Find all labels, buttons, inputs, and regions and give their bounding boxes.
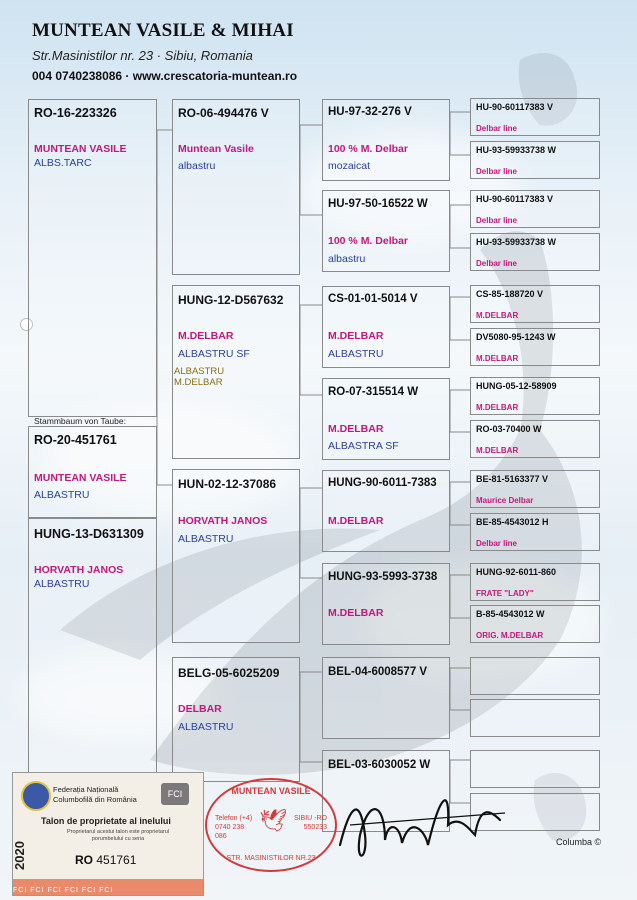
ancestor-owner: Delbar line	[476, 259, 517, 268]
parent-owner: Muntean Vasile	[178, 143, 254, 155]
parent-ring: RO-06-494476 V	[178, 106, 269, 120]
ancestor-owner: Maurice Delbar	[476, 496, 534, 505]
ancestor-ring: CS-85-188720 V	[476, 289, 544, 299]
fci-logo: FCI	[161, 783, 189, 805]
dam-mother-color: ALBASTRU	[34, 578, 90, 590]
federation-name-1: Federația Națională	[53, 785, 119, 794]
parent-note: ALBASTRU	[174, 366, 225, 377]
parent-color: ALBASTRU	[178, 721, 234, 733]
grandparent-owner: 100 % M. Delbar	[328, 143, 408, 155]
parent-note: M.DELBAR	[174, 377, 223, 388]
card-ring-prefix: RO	[75, 853, 93, 867]
ancestor-owner: M.DELBAR	[476, 446, 519, 455]
grandparent-ring: CS-01-01-5014 V	[328, 293, 418, 305]
grandparent-ring: BEL-04-6008577 V	[328, 666, 428, 678]
ancestor-owner: M.DELBAR	[476, 354, 519, 363]
main-bird-ring: RO-16-223326	[34, 106, 117, 120]
parent-ring: BELG-05-6025209	[178, 666, 280, 680]
grandparent-owner: M.DELBAR	[328, 515, 384, 527]
main-bird-owner: MUNTEAN VASILE	[34, 143, 127, 155]
ancestor-owner: Delbar line	[476, 167, 517, 176]
ancestor-ring: BE-85-4543012 H	[476, 517, 549, 527]
breeder-contact: 004 0740238086 · www.crescatoria-muntean.ro	[32, 69, 298, 83]
ancestor-ring: HU-93-59933738 W	[476, 145, 557, 155]
dam-ring: RO-20-451761	[34, 433, 117, 447]
grandparent-color: albastru	[328, 253, 366, 265]
breeder-title: MUNTEAN VASILE & MIHAI	[32, 20, 294, 41]
dove-icon: 🕊	[259, 808, 287, 833]
ancestor-ring: DV5080-95-1243 W	[476, 332, 556, 342]
parent-ring: HUNG-12-D567632	[178, 293, 284, 307]
main-bird-color: ALBS.TARC	[34, 157, 92, 169]
parent-owner: DELBAR	[178, 703, 222, 715]
card-band-text: FCI FCI FCI FCI FCI FCI	[13, 887, 114, 894]
dam-mother-box	[28, 518, 157, 778]
seal-left: Telefon (+4) 0740 238 086	[215, 815, 253, 840]
ancestor-ring: HU-90-60117383 V	[476, 194, 554, 204]
seal-right: SIBIU -RO 550233	[293, 815, 327, 831]
dam-color: ALBASTRU	[34, 489, 90, 501]
grandparent-ring: BEL-03-6030052 W	[328, 759, 431, 771]
ancestor-owner: M.DELBAR	[476, 311, 519, 320]
ancestor-box	[470, 657, 600, 695]
grandparent-ring: HUNG-93-5993-3738	[328, 571, 438, 583]
dam-mother-owner: HORVATH JANOS	[34, 564, 124, 576]
grandparent-owner: 100 % M. Delbar	[328, 235, 408, 247]
ancestor-ring: B-85-4543012 W	[476, 609, 545, 619]
card-band	[13, 879, 203, 895]
signature	[330, 775, 510, 875]
card-ring-number	[75, 853, 136, 867]
grandparent-owner: M.DELBAR	[328, 607, 384, 619]
federation-logo	[21, 781, 51, 811]
seal-bottom: STR. MASINISTILOR NR.23	[226, 855, 316, 862]
ancestor-ring: HUNG-92-6011-860	[476, 567, 557, 577]
loft-seal	[205, 778, 337, 872]
ring-ownership-card	[12, 772, 204, 896]
parent-ring: HUN-02-12-37086	[178, 477, 277, 491]
dam-owner: MUNTEAN VASILE	[34, 472, 127, 484]
parent-color: ALBASTRU SF	[178, 348, 250, 360]
ancestor-owner: FRATE "LADY"	[476, 589, 534, 598]
grandparent-ring: HUNG-90-6011-7383	[328, 477, 437, 489]
dam-caption: Stammbaum von Taube:	[34, 416, 126, 426]
card-ring-digits: 451761	[96, 853, 137, 867]
columba-brand: Columba ©	[556, 837, 602, 847]
card-year: 2020	[11, 841, 27, 870]
dam-mother-ring: HUNG-13-D631309	[34, 527, 144, 541]
ancestor-owner: Delbar line	[476, 539, 517, 548]
card-subtitle: Proprietarul acestui talon este proprietarul porumbelului cu seria	[66, 829, 170, 842]
parent-color: albastru	[178, 160, 216, 172]
ancestor-owner: Delbar line	[476, 124, 517, 133]
grandparent-ring: HU-97-50-16522 W	[328, 198, 428, 210]
ancestor-ring: BE-81-5163377 V	[476, 474, 549, 484]
federation-name-2: Columbofilă din România	[53, 795, 137, 804]
ancestor-owner: Delbar line	[476, 216, 517, 225]
grandparent-color: mozaicat	[328, 160, 371, 172]
grandparent-ring: RO-07-315514 W	[328, 386, 419, 398]
grandparent-color: ALBASTRU	[328, 348, 384, 360]
ancestor-ring: HUNG-05-12-58909	[476, 381, 557, 391]
parent-box	[172, 99, 300, 275]
parent-box	[172, 469, 300, 643]
parent-owner: HORVATH JANOS	[178, 515, 268, 527]
grandparent-owner: M.DELBAR	[328, 330, 384, 342]
grandparent-color: ALBASTRA SF	[328, 440, 399, 452]
ancestor-owner: M.DELBAR	[476, 403, 519, 412]
grandparent-owner: M.DELBAR	[328, 423, 384, 435]
ancestor-box	[470, 699, 600, 737]
parent-owner: M.DELBAR	[178, 330, 234, 342]
seal-top: MUNTEAN VASILE	[231, 786, 311, 796]
parent-color: ALBASTRU	[178, 533, 234, 545]
ancestor-ring: HU-93-59933738 W	[476, 237, 557, 247]
breeder-address: Str.Masinistilor nr. 23 · Sibiu, Romania	[32, 48, 253, 63]
ancestor-ring: HU-90-60117383 V	[476, 102, 554, 112]
ancestor-owner: ORIG. M.DELBAR	[476, 631, 544, 640]
grandparent-ring: HU-97-32-276 V	[328, 106, 412, 118]
card-title: Talon de proprietate al inelului	[41, 816, 171, 826]
ancestor-ring: RO-03-70400 W	[476, 424, 542, 434]
